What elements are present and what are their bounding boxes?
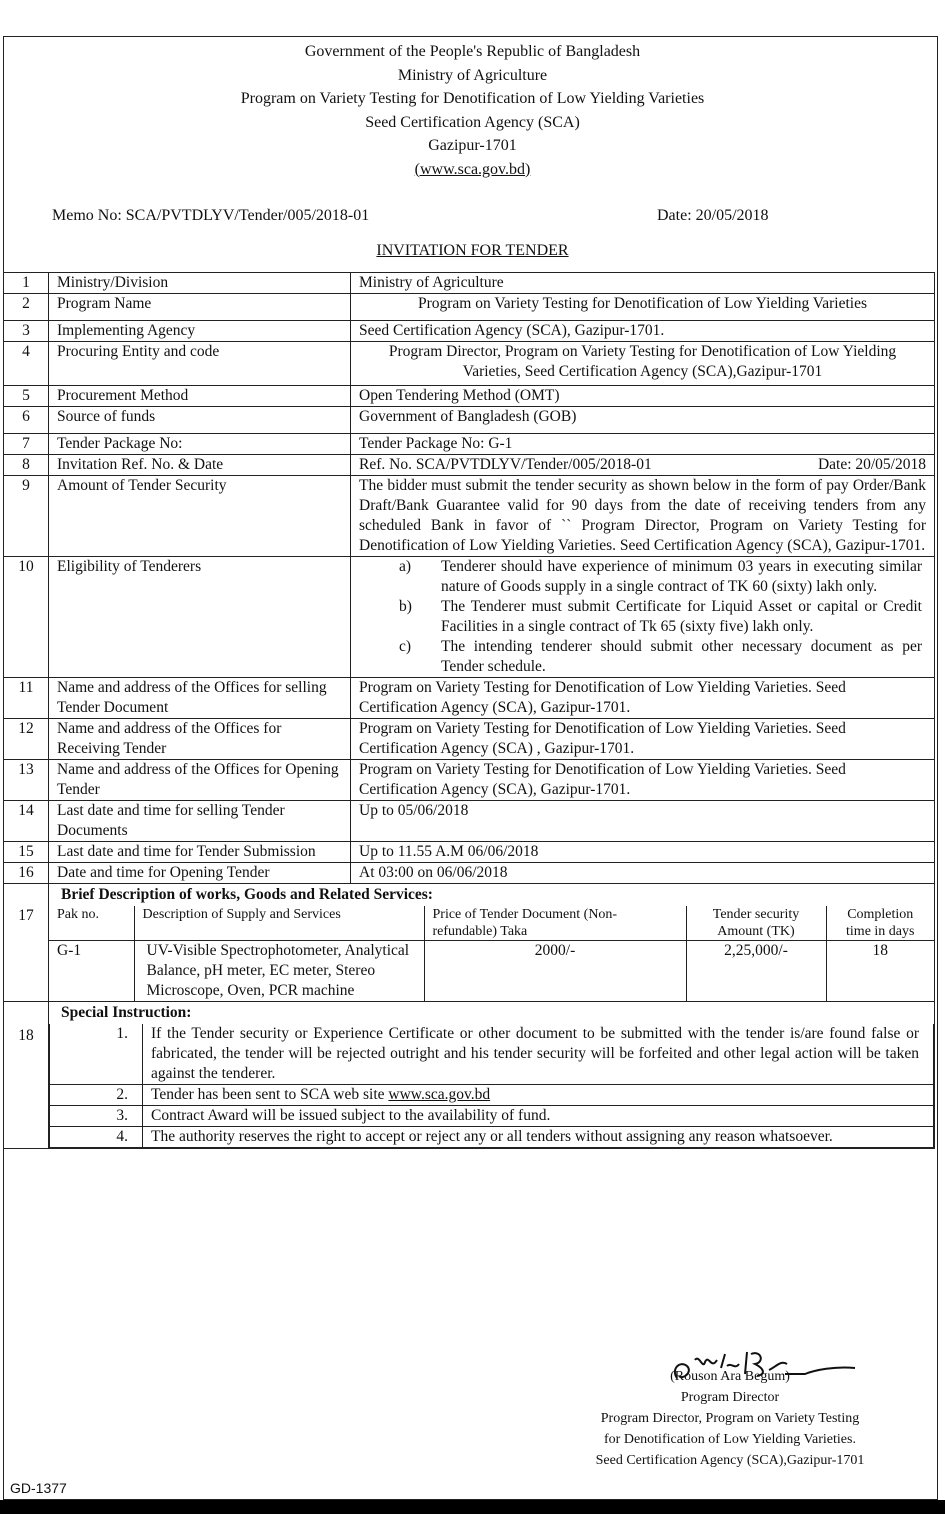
row-label: Eligibility of Tenderers [49, 557, 351, 678]
instruction-text-container [143, 1085, 934, 1106]
list-text: Tenderer should have experience of minimum 03 years in executing similar nature of Goods supply in a single contract of TK 60 (sixty) lakh only. [441, 558, 922, 595]
list-item [359, 637, 922, 677]
goods-heading: Brief Description of works, Goods and Related Services: [61, 886, 433, 903]
instruction-text: If the Tender security or Experience Certificate or other document to be submitted with the tender is/are found false or fabricated, the tender will be rejected outright and his tender security will be forfeited and other legal action will be taken against the tenderer. [143, 1024, 934, 1085]
table-row [4, 294, 935, 321]
instruction-text: The authority reserves the right to accept or reject any or all tenders without assigning any reason whatsoever. [143, 1127, 934, 1148]
header-ministry: Ministry of Agriculture [397, 66, 548, 84]
list-item [359, 557, 922, 597]
row-number: 15 [4, 842, 49, 863]
item-completion: 18 [826, 941, 934, 1002]
signatory-title: Program Director [680, 1390, 780, 1405]
row-number: 1 [4, 273, 49, 294]
signatory-name: (Rouson Ara Begum) [670, 1369, 790, 1384]
item-price: 2000/- [424, 941, 686, 1002]
row-value: Seed Certification Agency (SCA), Gazipur-1701. [351, 321, 935, 342]
table-row [4, 801, 935, 842]
eligibility-list [359, 557, 922, 677]
instruction-number: 2. [50, 1085, 143, 1106]
header-price: Price of Tender Document (Non-refundable) Taka [424, 906, 686, 941]
ref-date: Date: 20/05/2018 [817, 456, 926, 473]
row-value: Open Tendering Method (OMT) [351, 386, 935, 407]
table-row [4, 719, 935, 760]
row-label: Amount of Tender Security [49, 476, 351, 557]
list-marker: c) [399, 638, 412, 655]
row-number: 5 [4, 386, 49, 407]
header-security: Tender security Amount (TK) [686, 906, 826, 941]
row-value: Up to 11.55 A.M 06/06/2018 [351, 842, 935, 863]
table-row [4, 321, 935, 342]
row-number: 13 [4, 760, 49, 801]
table-row [4, 407, 935, 434]
table-row [4, 863, 935, 884]
row-number: 8 [4, 455, 49, 476]
table-row-goods [4, 884, 935, 1002]
row-number: 11 [4, 678, 49, 719]
row-number: 9 [4, 476, 49, 557]
row-label: Date and time for Opening Tender [49, 863, 351, 884]
table-row [4, 434, 935, 455]
signatory-office-line3: Seed Certification Agency (SCA),Gazipur-1701 [595, 1453, 865, 1468]
list-text: The intending tenderer should submit other necessary document as per Tender schedule. [441, 638, 922, 675]
table-row [4, 476, 935, 557]
row-value: Up to 05/06/2018 [351, 801, 935, 842]
instruction-number: 3. [50, 1106, 143, 1127]
header-pak: Pak no. [49, 906, 134, 941]
list-item [50, 1024, 934, 1085]
row-label: Source of funds [49, 407, 351, 434]
header-location: Gazipur-1701 [428, 137, 517, 154]
list-item [359, 597, 922, 637]
row-value: The bidder must submit the tender security as shown below in the form of pay Order/Bank Draft/Bank Guarantee valid for 90 days from the date of receiving tenders from any scheduled Bank in favor of `` Program Director, Program on Variety Testing for Denotification of Low Yielding Varieties. Seed Certification Agency (SCA), Gazipur-1701. [351, 476, 935, 557]
header-completion: Completion time in days [826, 906, 934, 941]
tender-table [3, 272, 935, 1149]
row-number: 3 [4, 321, 49, 342]
memo-date: Date: 20/05/2018 [657, 207, 769, 224]
row-label: Ministry/Division [49, 273, 351, 294]
row-number [4, 884, 49, 1002]
special-heading: Special Instruction: [61, 1004, 192, 1021]
header-program: Program on Variety Testing for Denotification of Low Yielding Varieties [240, 90, 705, 107]
signatory-office-line1: Program Director, Program on Variety Testing [600, 1411, 860, 1426]
item-security: 2,25,000/- [686, 941, 826, 1002]
row-label: Tender Package No: [49, 434, 351, 455]
table-row [4, 760, 935, 801]
row-label: Procuring Entity and code [49, 342, 351, 386]
row-label: Program Name [49, 294, 351, 321]
item-description: UV-Visible Spectrophotometer, Analytical Balance, pH meter, EC meter, Stereo Microscope, Oven, PCR machine [134, 941, 424, 1002]
row-number: 10 [4, 557, 49, 678]
sca-website-link[interactable]: www.sca.gov.bd [388, 1086, 491, 1103]
row-label: Implementing Agency [49, 321, 351, 342]
row-number-text: 17 [18, 907, 34, 924]
table-row [4, 342, 935, 386]
bottom-border [0, 1500, 945, 1514]
table-row [4, 455, 935, 476]
memo-number: Memo No: SCA/PVTDLYV/Tender/005/2018-01 [52, 207, 370, 224]
table-row [4, 557, 935, 678]
signatory-office-line2: for Denotification of Low Yielding Varieties. [604, 1432, 856, 1447]
row-number: 14 [4, 801, 49, 842]
header-government: Government of the People's Republic of Bangladesh [304, 43, 641, 60]
row-value: Program on Variety Testing for Denotification of Low Yielding Varieties. Seed Certification Agency (SCA), Gazipur-1701. [351, 760, 935, 801]
item-pak: G-1 [49, 941, 134, 1002]
row-number-text: 18 [18, 1027, 34, 1044]
row-value: Program on Variety Testing for Denotification of Low Yielding Varieties. Seed Certification Agency (SCA), Gazipur-1701. [351, 678, 935, 719]
list-item [50, 1106, 934, 1127]
goods-header-row [49, 906, 934, 941]
signature-block [560, 1340, 900, 1471]
header-description: Description of Supply and Services [134, 906, 424, 941]
list-marker: b) [399, 598, 412, 615]
row-label: Invitation Ref. No. & Date [49, 455, 351, 476]
table-row-special [4, 1002, 935, 1149]
row-label: Name and address of the Offices for Receiving Tender [49, 719, 351, 760]
goods-table [49, 906, 934, 1001]
instruction-number: 1. [50, 1024, 143, 1085]
instruction-number: 4. [50, 1127, 143, 1148]
instruction-text: Tender has been sent to SCA web site [151, 1086, 389, 1103]
header-agency: Seed Certification Agency (SCA) [365, 113, 580, 131]
header-website-link[interactable]: (www.sca.gov.bd) [414, 160, 531, 178]
row-number: 7 [4, 434, 49, 455]
row-value: Program on Variety Testing for Denotification of Low Yielding Varieties [351, 294, 935, 321]
row-number: 2 [4, 294, 49, 321]
row-value: At 03:00 on 06/06/2018 [351, 863, 935, 884]
row-value: Ministry of Agriculture [351, 273, 935, 294]
row-label: Name and address of the Offices for selling Tender Document [49, 678, 351, 719]
row-label: Last date and time for Tender Submission [49, 842, 351, 863]
row-label: Name and address of the Offices for Opening Tender [49, 760, 351, 801]
goods-item-row [49, 941, 934, 1002]
row-value-container [351, 455, 935, 476]
special-section [49, 1002, 935, 1149]
special-instructions [49, 1024, 934, 1148]
row-label: Last date and time for selling Tender Documents [49, 801, 351, 842]
row-number: 16 [4, 863, 49, 884]
instruction-text: Contract Award will be issued subject to the availability of fund. [143, 1106, 934, 1127]
table-row [4, 678, 935, 719]
row-number: 4 [4, 342, 49, 386]
row-number: 6 [4, 407, 49, 434]
row-value: Program on Variety Testing for Denotification of Low Yielding Varieties. Seed Certification Agency (SCA) , Gazipur-1701. [351, 719, 935, 760]
goods-section [49, 884, 935, 1002]
document-title: INVITATION FOR TENDER [376, 242, 569, 259]
footer-code: GD-1377 [10, 1480, 67, 1496]
table-row [4, 842, 935, 863]
list-text: The Tenderer must submit Certificate for Liquid Asset or capital or Credit Facilities in a single contract of Tk 65 (sixty five) lakh only. [441, 598, 922, 635]
list-item [50, 1127, 934, 1148]
row-value: Government of Bangladesh (GOB) [351, 407, 935, 434]
list-marker: a) [399, 558, 412, 575]
row-number: 12 [4, 719, 49, 760]
row-value: Program Director, Program on Variety Testing for Denotification of Low Yielding Varieties, Seed Certification Agency (SCA),Gazipur-1701 [351, 342, 935, 386]
table-row [4, 386, 935, 407]
table-row [4, 273, 935, 294]
letterhead [0, 40, 945, 181]
eligibility-list-container [351, 557, 935, 678]
ref-number: Ref. No. SCA/PVTDLYV/Tender/005/2018-01 [359, 456, 652, 473]
row-label: Procurement Method [49, 386, 351, 407]
row-number [4, 1002, 49, 1149]
list-item [50, 1085, 934, 1106]
row-value: Tender Package No: G-1 [351, 434, 935, 455]
